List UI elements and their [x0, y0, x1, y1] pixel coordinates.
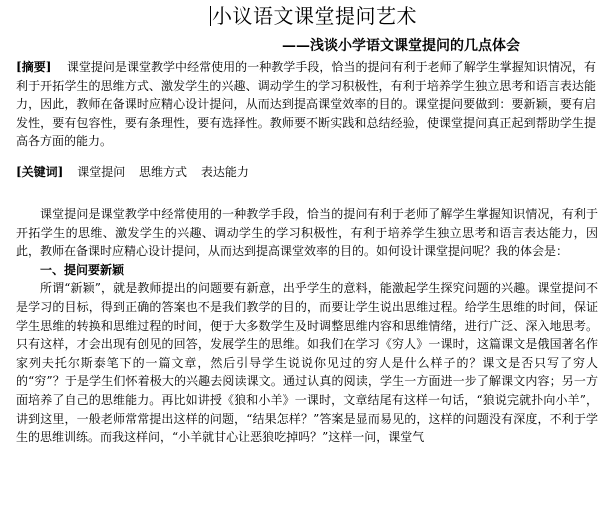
keywords-line[interactable]	[16, 163, 249, 181]
section-paragraph: 所谓“新颖”，就是教师提出的问题要有新意，出乎学生的意料，能激起学生探究问题的兴趣。课堂提问不是学习的目标，得到正确的答案也不是我们教学的目的，而要让学生说出思维过程。给学生思维的时间，保证学生思维的转换和思维过程的时间，便于大多数学生及时调整思维内容和思维情绪，进行广泛、深入地思考。只有这样，才会出现有创见的回答，发展学生的思维。如我们在学习《穷人》一课时，这篇课文是俄国著名作家列夫托尔斯泰笔下的一篇文章，然后引导学生说说你见过的穷人是什么样子的？课文是否只写了穷人的“穷”？于是学生们怀着极大的兴趣去阅读课文。通过认真的阅读，学生一方面进一步了解课文内容；另一方面培养了自己的思维能力。再比如讲授《狼和小羊》一课时，文章结尾有这样一句话，“狼说完就扑向小羊”，讲到这里，一般老师常常提出这样的问题，“结果怎样？”答案是显而易见的，这样的问题没有深度，不利于学生的思维训练。而我这样问，“小羊就甘心让恶狼吃掉吗？”这样一问，课堂气	[16, 281, 598, 445]
keyword-item: 课堂提问	[77, 165, 126, 179]
keywords-label: [关键词]	[16, 165, 64, 179]
document-body[interactable]	[16, 205, 598, 447]
abstract-text: 课堂提问是课堂教学中经常使用的一种教学手段，恰当的提问有利于老师了解学生掌握知识情况，有利于开拓学生的思维方式、激发学生的兴趣、调动学生的学习积极性，有利于培养学生独立思考和语言表达能力，因此，教师在备课时应精心设计提问，从而达到提高课堂效率的目的。课堂提问要做到：要新颖，要有启发性，要有包容性，要有条理性，要有选择性。教师要不断实践和总结经验，使课堂提问真正起到帮助学生提高各方面的能力。	[16, 60, 596, 148]
document-subtitle[interactable]: ——浅谈小学语文课堂提问的几点体会	[282, 38, 520, 54]
document-page	[6, 0, 603, 523]
section-heading: 一、提问要新颖	[40, 262, 125, 277]
abstract-paragraph[interactable]	[16, 58, 596, 151]
intro-paragraph: 课堂提问是课堂教学中经常使用的一种教学手段，恰当的提问有利于老师了解学生掌握知识情况，有利于开拓学生的思维、激发学生的兴趣、调动学生的学习积极性，有利于培养学生独立思考和语言表达能力，因此，教师在备课时应精心设计提问，从而达到提高课堂效率的目的。如何设计课堂提问呢？我的体会是：	[16, 207, 598, 259]
keyword-item: 表达能力	[200, 165, 249, 179]
abstract-gap	[55, 60, 63, 74]
text-cursor	[210, 6, 211, 26]
abstract-label: [摘要]	[16, 60, 52, 74]
document-title[interactable]: 小议语文课堂提问艺术	[212, 4, 417, 28]
keyword-item: 思维方式	[139, 165, 188, 179]
